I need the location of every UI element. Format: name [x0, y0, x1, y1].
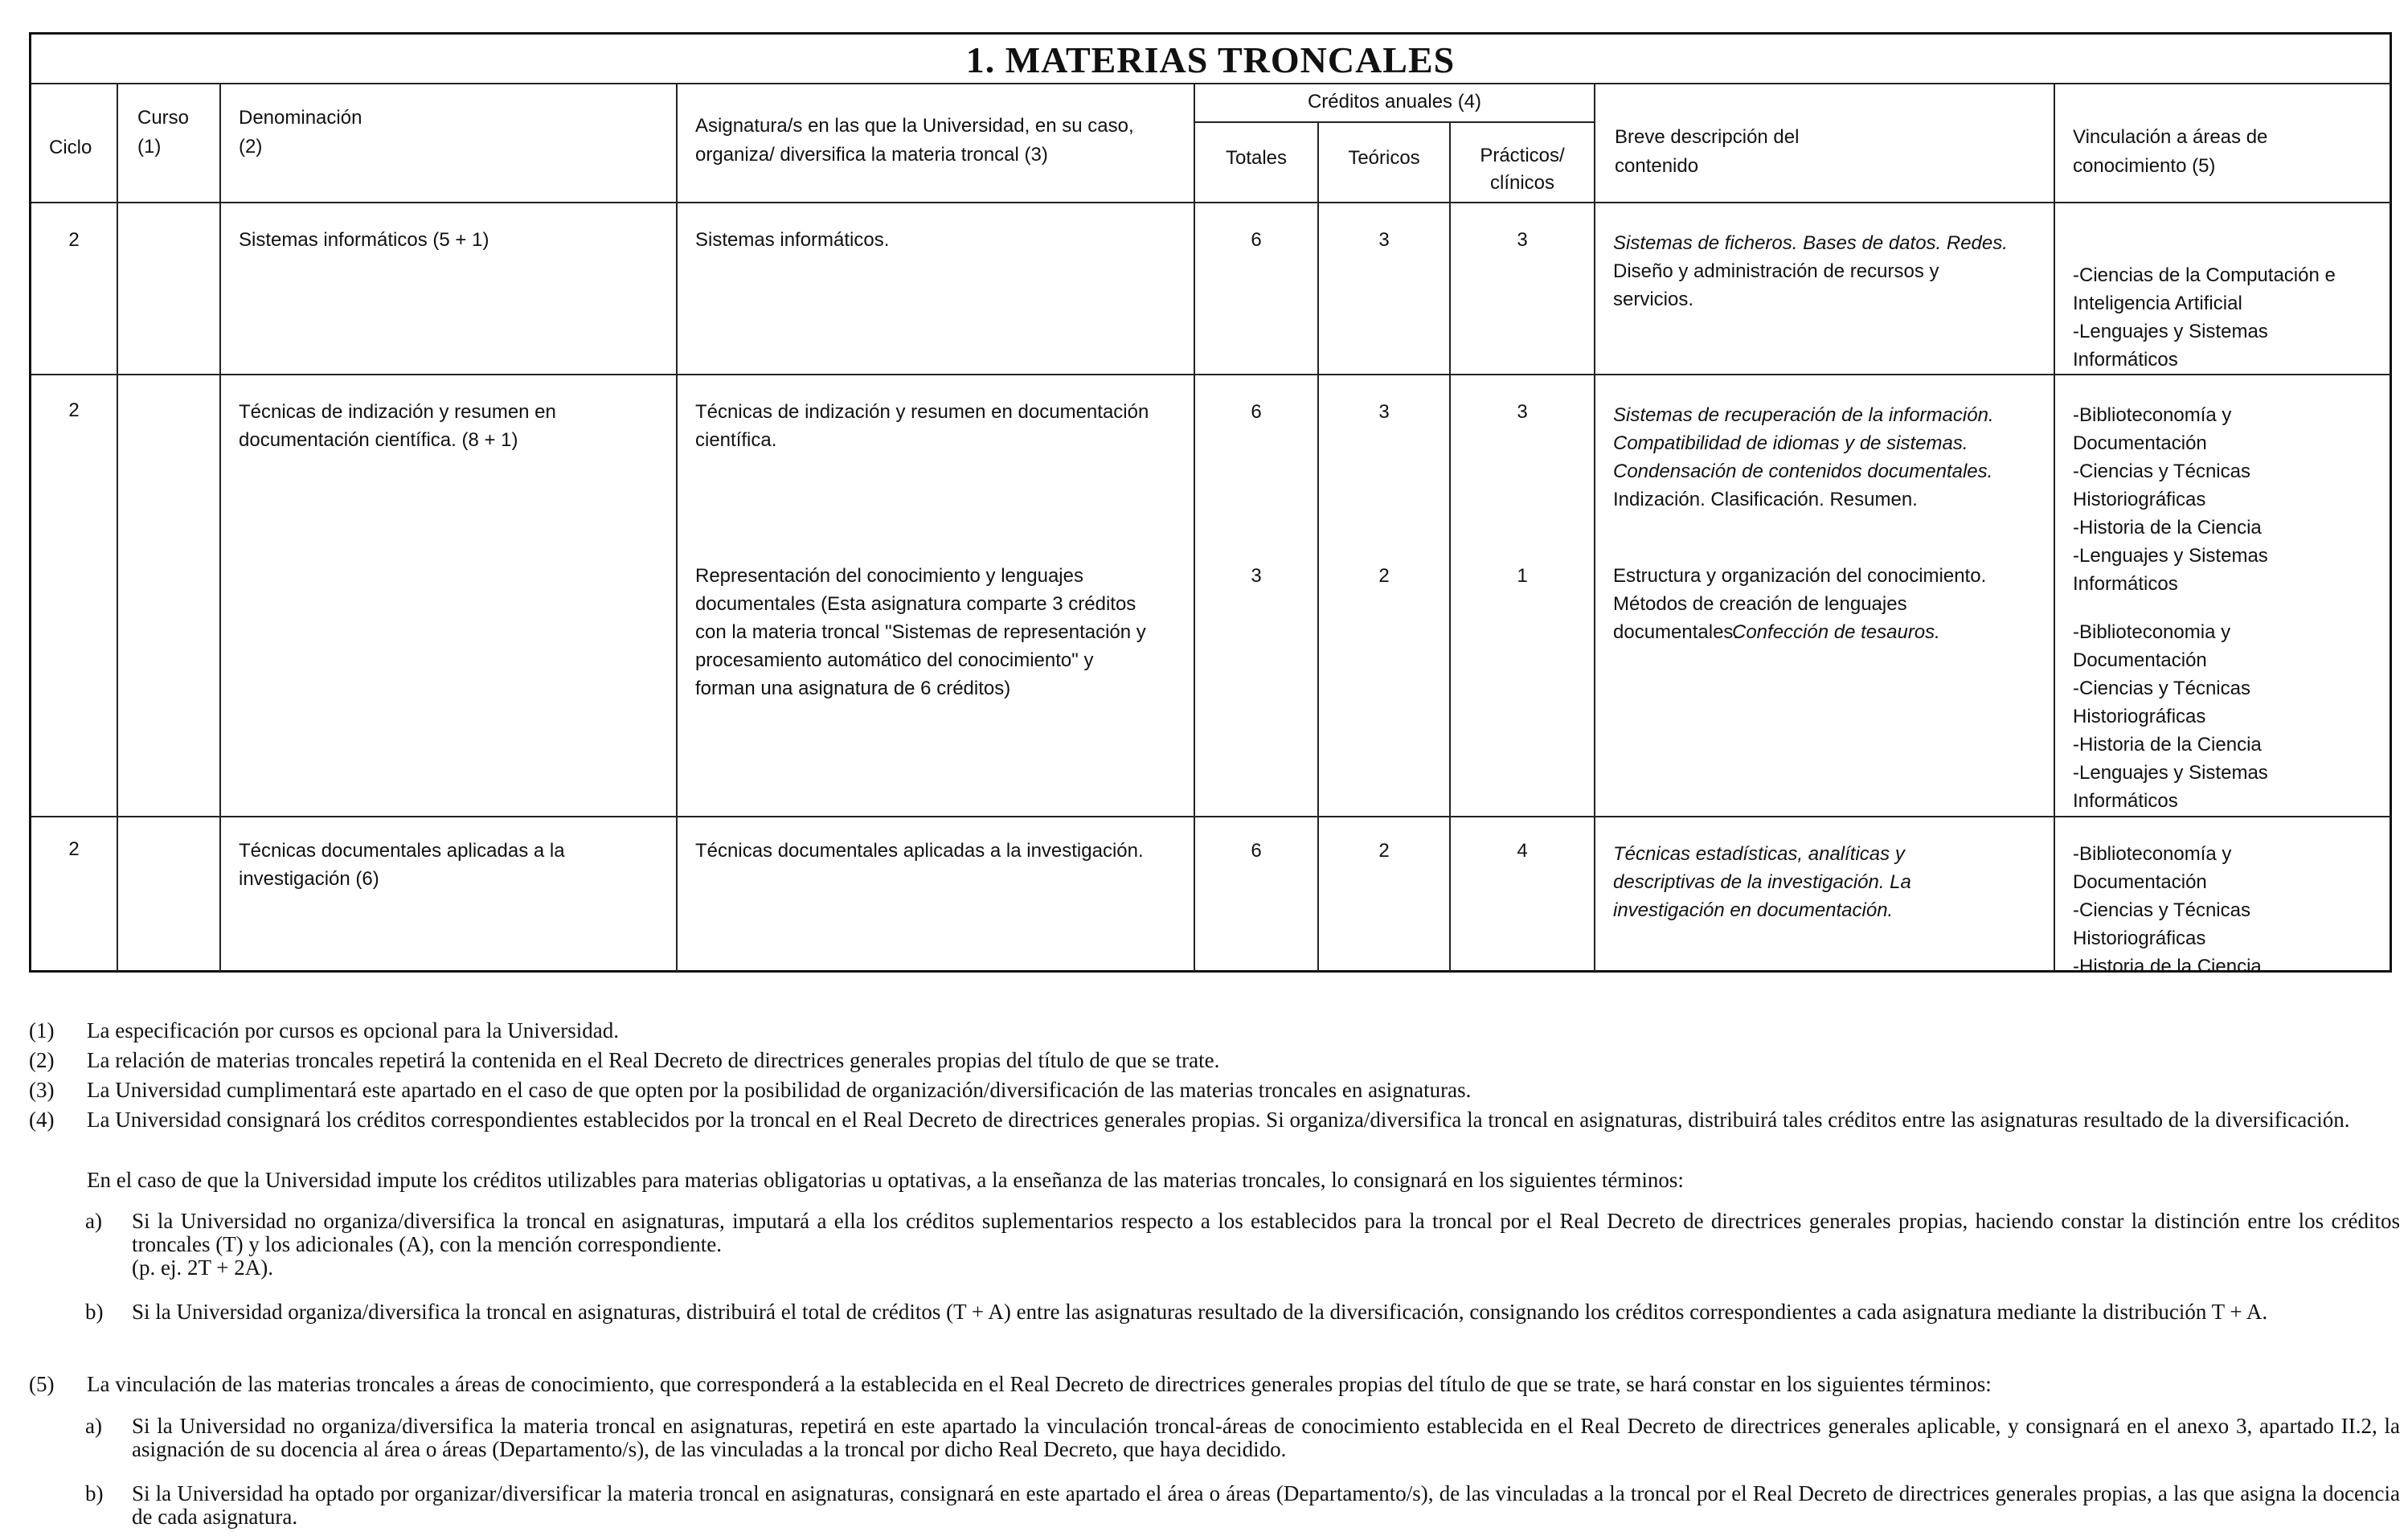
footnote-number: (2)	[29, 1048, 55, 1072]
footnote-text: La vinculación de las materias troncales a áreas de conocimiento, que corresponderá a la establecida en el Real Decreto de directrices generales propias del título de que se trate, se hará constar en los siguientes términos:	[87, 1372, 1992, 1396]
row1-descripcion: Diseño y administración de recursos y servicios.	[1613, 260, 1939, 310]
row1-vinculacion: -Ciencias de la Computación e Inteligencia Artificial -Lenguajes y Sistemas Informáticos	[2073, 264, 2336, 371]
col-line-8	[2054, 83, 2055, 972]
footnote-text: La relación de materias troncales repetirá la contenida en el Real Decreto de directrices generales propias del título de que se trate.	[87, 1048, 1220, 1072]
row1-practicos: 3	[1517, 229, 1528, 251]
col-line-2	[219, 83, 221, 972]
footnote-text: Si la Universidad no organiza/diversifica la troncal en asignaturas, imputará a ella los créditos suplementarios respecto a los establecidos para la troncal por el Real Decreto de directrices generales propias, haciendo constar la distinción entre los créditos troncales (T) y los adicionales (A), con la mención correspondiente. (p. ej. 2T + 2A).	[132, 1209, 2400, 1280]
footnote-number: a)	[85, 1209, 102, 1233]
header-practicos: Prácticos/ clínicos	[1480, 145, 1565, 194]
row2-sub-teoricos: 2	[1378, 565, 1390, 587]
row3-ciclo: 2	[68, 838, 80, 860]
col-line-3	[676, 83, 678, 972]
row3-denominacion: Técnicas documentales aplicadas a la investigación (6)	[239, 840, 565, 890]
row1-asignatura: Sistemas informáticos.	[695, 229, 890, 251]
creditos-divider	[1194, 121, 1594, 123]
table-title: 1. MATERIAS TRONCALES	[965, 39, 1456, 80]
row2-asignatura: Técnicas de indización y resumen en documentación científica.	[695, 401, 1149, 451]
header-curso: Curso (1)	[137, 107, 190, 158]
row1-bottom-line	[31, 374, 2391, 375]
header-vinculacion: Vinculación a áreas de conocimiento (5)	[2073, 126, 2268, 177]
row1-descripcion-italic: Sistemas de ficheros. Bases de datos. Redes.	[1613, 232, 2008, 254]
footnote-text: La Universidad consignará los créditos correspondientes establecidos por la troncal en el Real Decreto de directrices generales propias. Si organiza/diversifica la troncal en asignaturas, distribuirá tales créditos entre las asignaturas resultado de la diversificación.	[87, 1108, 2350, 1132]
row3-practicos: 4	[1517, 840, 1528, 862]
row1-teoricos: 3	[1378, 229, 1390, 251]
footnote-text: En el caso de que la Universidad impute los créditos utilizables para materias obligatorias u optativas, a la enseñanza de las materias troncales, lo consignará en los siguientes términos:	[87, 1168, 1684, 1192]
footnote-number: (5)	[29, 1372, 55, 1396]
header-bottom-line	[31, 202, 2391, 203]
row2-sub-asignatura: Representación del conocimiento y lenguajes documentales (Esta asignatura comparte 3 créditos con la materia troncal "Sistemas de representación y procesamiento automático del conocimiento" y forman una asignatura de 6 créditos)	[695, 565, 1146, 699]
row2-totales: 6	[1251, 401, 1262, 423]
footnote-number: (1)	[29, 1018, 55, 1042]
row1-ciclo: 2	[68, 229, 80, 251]
row2-sub-descripcion: Estructura y organización del conocimiento. Métodos de creación de lenguajes documentales.	[1613, 565, 1987, 643]
row2-descripcion: Indización. Clasificación. Resumen.	[1613, 489, 1918, 510]
header-ciclo: Ciclo	[49, 137, 92, 158]
col-line-1	[117, 83, 118, 972]
footnote-number: a)	[85, 1414, 102, 1438]
row2-practicos: 3	[1517, 401, 1528, 423]
row2-teoricos: 3	[1378, 401, 1390, 423]
footnote-number: b)	[85, 1300, 104, 1324]
row2-sub-totales: 3	[1251, 565, 1262, 587]
footnote-text: La especificación por cursos es opcional para la Universidad.	[87, 1018, 619, 1042]
footnote-text: Si la Universidad no organiza/diversifica la materia troncal en asignaturas, repetirá en este apartado la vinculación troncal-áreas de conocimiento establecida en el Real Decreto de directrices generales aplicable, y consignará en el anexo 3, apartado II.2, la asignación de su docencia al área o áreas (Departamento/s), de las vinculadas a la troncal por dicho Real Decreto, que haya decidido.	[132, 1414, 2400, 1461]
row1-totales: 6	[1251, 229, 1262, 251]
header-asignatura: Asignatura/s en las que la Universidad, en su caso, organiza/ diversifica la materia troncal (3)	[695, 115, 1134, 166]
row2-ciclo: 2	[68, 399, 80, 421]
col-line-7	[1594, 83, 1595, 972]
row3-descripcion-italic: Técnicas estadísticas, analíticas y descriptivas de la investigación. La investigación en documentación.	[1613, 843, 1911, 921]
row3-teoricos: 2	[1378, 840, 1390, 862]
troncales-table	[29, 32, 2392, 977]
header-teoricos: Teóricos	[1348, 147, 1420, 169]
header-denominacion: Denominación (2)	[239, 107, 362, 158]
row3-vinculacion: -Biblioteconomía y Documentación -Ciencias y Técnicas Historiográficas -Historia de la Ciencia	[2073, 843, 2262, 977]
footnote-number: b)	[85, 1481, 104, 1505]
row3-asignatura: Técnicas documentales aplicadas a la investigación.	[695, 840, 1144, 862]
row2-denominacion: Técnicas de indización y resumen en documentación científica. (8 + 1)	[239, 401, 556, 451]
header-totales: Totales	[1225, 147, 1288, 169]
row2-sub-descripcion-italic: Confección de tesauros.	[1732, 621, 1940, 643]
row2-sub-practicos: 1	[1517, 565, 1528, 587]
row2-descripcion-italic: Sistemas de recuperación de la información. Compatibilidad de idiomas y de sistemas. Condensación de contenidos documentales.	[1613, 404, 1994, 482]
row2-sub-vinculacion: -Biblioteconomia y Documentación -Ciencias y Técnicas Historiográficas -Historia de la Ciencia -Lenguajes y Sistemas Informáticos	[2073, 621, 2268, 812]
footnote-text: Si la Universidad ha optado por organizar/diversificar la materia troncal en asignaturas, consignará en este apartado el área o áreas (Departamento/s), de las vinculadas a la troncal por el Real Decreto de directrices generales propias, a las que asigna la docencia de cada asignatura.	[132, 1481, 2400, 1529]
footnote-text: La Universidad cumplimentará este apartado en el caso de que opten por la posibilidad de organización/diversificación de las materias troncales en asignaturas.	[87, 1078, 1472, 1102]
footnote-text: Si la Universidad organiza/diversifica la troncal en asignaturas, distribuirá el total de créditos (T + A) entre las asignaturas resultado de la diversificación, consignando los créditos correspondientes a cada asignatura mediante la distribución T + A.	[132, 1300, 2268, 1324]
row3-totales: 6	[1251, 840, 1262, 862]
row1-denominacion: Sistemas informáticos (5 + 1)	[239, 229, 489, 251]
header-descripcion: Breve descripción del contenido	[1615, 126, 1800, 177]
row2-bottom-line	[31, 816, 2391, 817]
row2-vinculacion: -Biblioteconomía y Documentación -Ciencias y Técnicas Historiográficas -Historia de la Ciencia -Lenguajes y Sistemas Informáticos	[2073, 404, 2268, 595]
header-creditos: Créditos anuales (4)	[1307, 91, 1482, 113]
title-divider	[31, 83, 2391, 84]
footnote-number: (4)	[29, 1108, 55, 1132]
footnote-number: (3)	[29, 1078, 55, 1102]
